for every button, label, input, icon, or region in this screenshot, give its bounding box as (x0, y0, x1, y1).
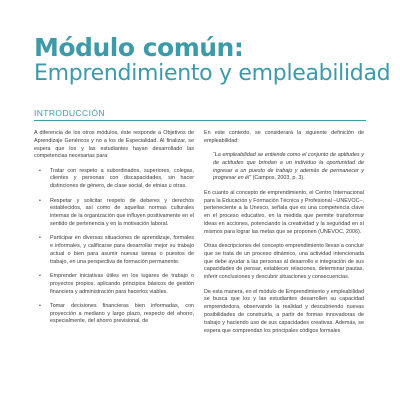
list-item: • Participar en diversas situaciones de aprendizaje, formales e informales, y calificarse para desarrollar mejor su trabajo actual o bien para asumir nuevas tareas o puestos de trabajo, en una perspectiva de formación permanente. (39, 235, 194, 265)
list-item: • Tomar decisiones financieras bien informadas, con proyección a mediano y largo plazo, respecto del ahorro, especialmente, del ahorro previsional, de (39, 302, 194, 325)
bullet-icon: • (39, 235, 41, 242)
list-item: • Respetar y solicitar respeto de deberes y derechos establecidos, así como de aquellas normas culturales internas de la organización que influyen positivamente en el sentido de pertenencia y en la motivación laboral. (39, 197, 194, 227)
paragraph-emprendimiento: En cuanto al concepto de emprendimiento, el Centro Internacional para la Educación y Formación Técnica y Profesional –UNEVOC–, perteneciente a la Unesco, señala que es una competencia clave en el proceso educativo, en la medida que permite transformar ideas en acciones, potenciando la creatividad y la seguridad en sí mismos para lograr las metas que se proponen (UNEVOC, 2006). (204, 189, 364, 235)
list-item: • Emprender iniciativas útiles en los lugares de trabajo o proyectos propios, aplicando principios básicos de gestión financiera y administración para hacerlos viables. (39, 272, 194, 295)
list-item: • Tratar con respeto a subordinados, superiores, colegas, clientes y personas con discapacidades, sin hacer distinciones de género, de clase social, de etnias u otras. (39, 167, 194, 190)
module-title: Módulo común: (34, 33, 244, 62)
bullet-icon: • (39, 197, 41, 204)
competency-list (34, 168, 194, 327)
bullet-icon: • (39, 302, 41, 309)
bullet-icon: • (39, 272, 41, 279)
left-column (34, 130, 194, 333)
section-heading: INTRODUCCIÓN (34, 108, 105, 118)
intro-paragraph: A diferencia de los otros módulos, éste responde a Objetivos de Aprendizaje Genéricos y no a los de Especialidad. Al finalizar, se espera que los y las estudiantes hayan desarrollado las competencias necesarias para: (34, 130, 194, 160)
paragraph-descripciones: Otras descripciones del concepto emprendimiento llevan a concluir que se trata de un proceso dinámico, una actividad intencionada que debe ayudar a las personas al desarrollo e integración de sus capacidades de pensar, establecer relaciones, determinar pautas, inferir conclusiones y descubrir situaciones y consecuencias. (204, 243, 365, 281)
bullet-icon: • (39, 167, 41, 174)
module-subtitle: Emprendimiento y empleabilidad (34, 61, 391, 86)
definition-intro: En este contexto, se considerará la siguiente definición de empleabilidad: (204, 130, 364, 144)
section-divider (34, 120, 366, 121)
definition-quote: “La empleabilidad se entiende como el conjunto de aptitudes y de actitudes que brindan a un individuo la oportunidad de ingresar a un puesto de trabajo y además de permanecer y progresar en él” (Campos, 2003, p. 3). (213, 152, 364, 182)
right-column (204, 130, 364, 342)
paragraph-modulo: De esta manera, en el módulo de Emprendimiento y empleabilidad se busca que los y las estudiantes desarrollen su capacidad emprendedora, observando la realidad y descubriendo nuevas posibilidades de construirla, a partir de formas innovadoras de trabajo y haciendo uso de sus capacidades creativas. Además, se espera que comprendan los principales códigos formales (204, 288, 364, 334)
